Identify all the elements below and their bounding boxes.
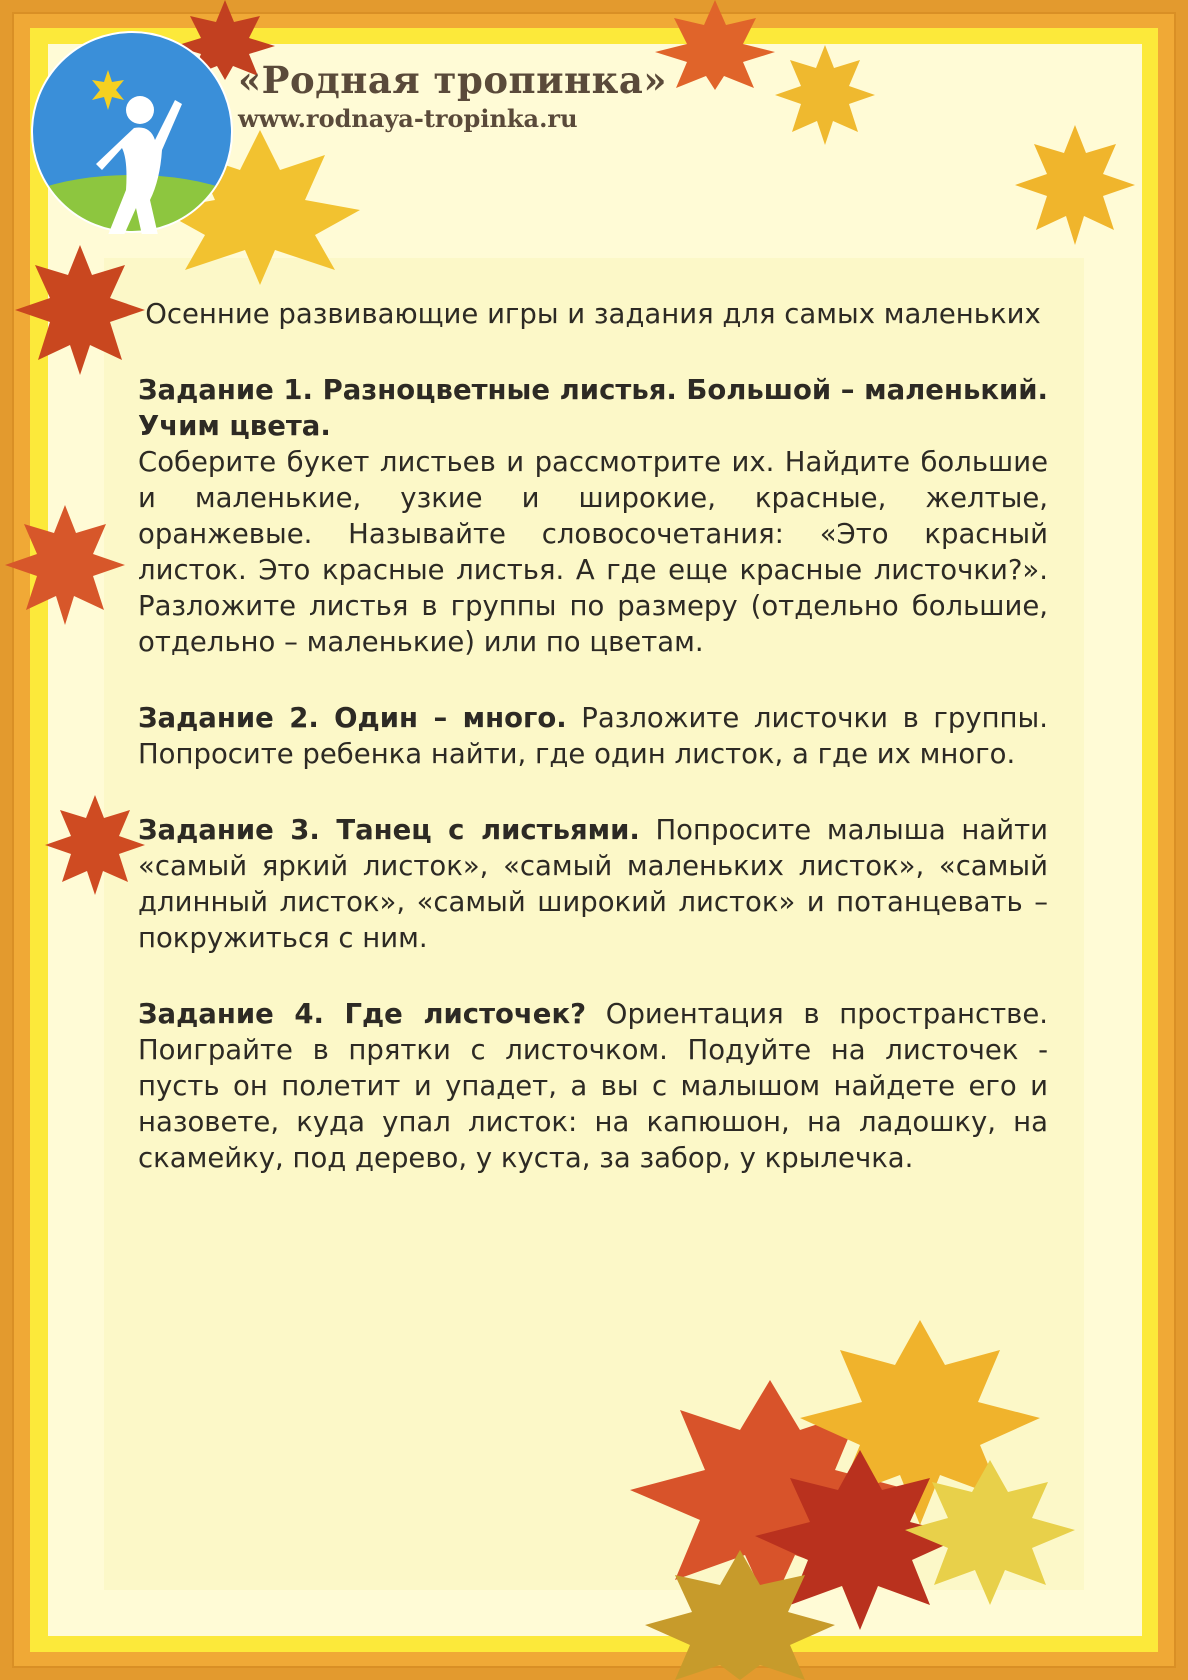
task-heading: Задание 4. Где листочек? xyxy=(138,998,587,1030)
task-body: Ориентация в пространстве. Поиграйте в прятки с листочком. Подуйте на листочек - пусть он полетит и упадет, а вы с малышом найдете его и назовете, куда упал листок: на капюшон, на ладошку, на скамейку, под дерево, у куста, за забор, у крылечка. xyxy=(138,998,1048,1174)
leaf-bouquet-icon xyxy=(610,1260,1080,1680)
maple-leaf-icon xyxy=(40,790,150,900)
task-heading: Задание 3. Танец с листьями. xyxy=(138,814,640,846)
task-heading: Задание 1. Разноцветные листья. Большой – маленький. Учим цвета. xyxy=(138,374,1048,442)
task-body: Соберите букет листьев и рассмотрите их. Найдите большие и маленькие, узкие и широкие, красные, желтые, оранжевые. Называйте словосочетания: «Это красный листок. Это красные листья. А где еще красные листочки?». Разложите листья в группы по размеру (отдельно большие, отдельно – маленькие) или по цветам. xyxy=(138,446,1048,658)
maple-leaf-icon xyxy=(10,240,150,380)
task-1 xyxy=(138,372,1048,660)
brand-block xyxy=(238,58,667,133)
task-2 xyxy=(138,700,1048,772)
maple-leaf-icon xyxy=(770,40,880,150)
document-title: Осенние развивающие игры и задания для самых маленьких xyxy=(145,298,1041,330)
task-3 xyxy=(138,812,1048,956)
maple-leaf-icon xyxy=(0,500,130,630)
maple-leaf-icon xyxy=(650,0,780,90)
task-body: Разложите листочки в группы. Попросите ребенка найти, где один листок, а где их много. xyxy=(138,702,1048,770)
task-body: Попросите малыша найти «самый яркий листок», «самый маленьких листок», «самый длинный листок», «самый широкий листок» и потанцевать – покружиться с ним. xyxy=(138,814,1048,954)
brand-name: «Родная тропинка» xyxy=(238,58,667,102)
brand-url[interactable]: www.rodnaya-tropinka.ru xyxy=(238,104,578,133)
maple-leaf-icon xyxy=(1010,120,1140,250)
rodnaya-tropinka-logo xyxy=(30,30,234,234)
document-content xyxy=(138,296,1048,1216)
task-heading: Задание 2. Один – много. xyxy=(138,702,567,734)
task-4 xyxy=(138,996,1048,1176)
